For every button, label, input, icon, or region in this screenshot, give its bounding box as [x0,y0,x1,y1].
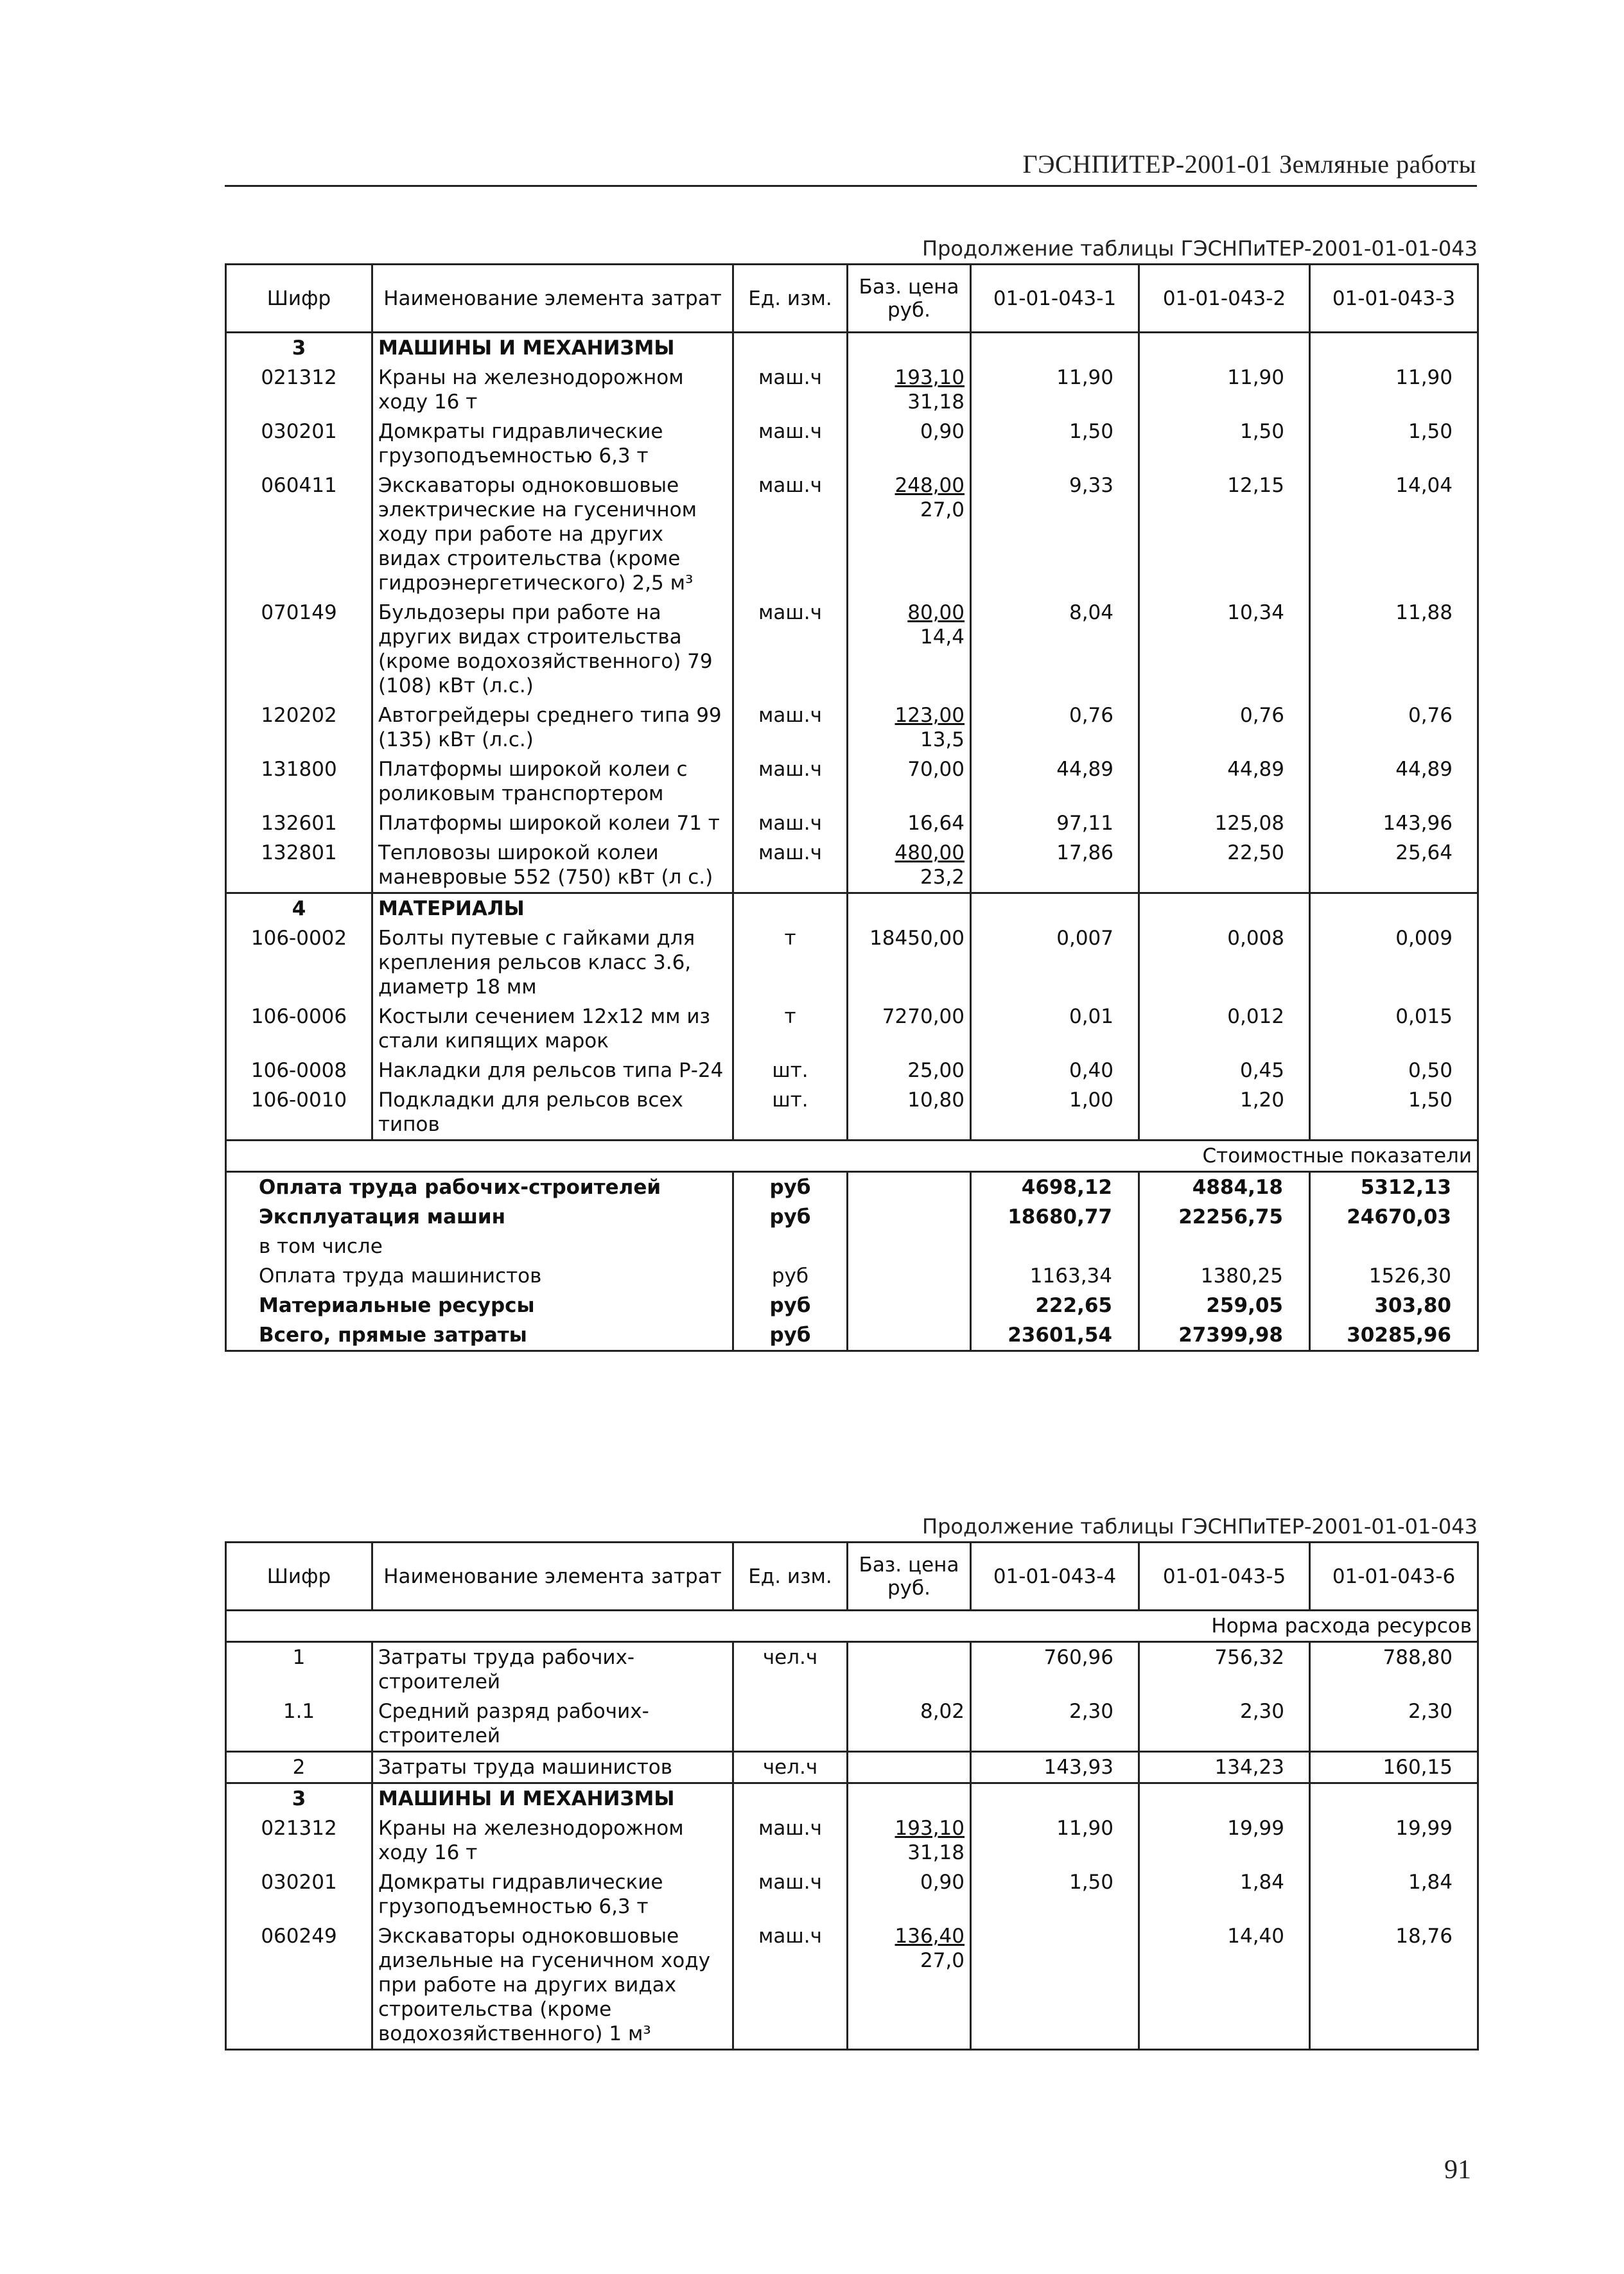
norm-value: 14,40 [1139,1921,1310,2050]
norm-value: 0,015 [1395,1005,1453,1028]
cost-heading: Стоимостные показатели [226,1141,1478,1172]
base-price: 16,64 [907,812,965,835]
resource-code: 021312 [261,366,337,389]
cost-unit: руб [733,1291,848,1320]
cell-value [1310,1783,1478,1814]
cost-value: 1526,30 [1368,1264,1451,1288]
norm-value: 0,76 [971,701,1139,755]
table-row [226,471,1478,598]
table-row [226,598,1478,701]
col-header: Ед. изм. [733,1543,848,1611]
table2-header-row [226,1543,1478,1611]
cost-row [226,1261,1478,1291]
resource-name: Тепловозы широкой колеи маневровые 552 (750) кВт (л с.) [372,838,733,893]
cell-value [971,893,1139,924]
cost-value [971,1232,1139,1261]
cost-value: 5312,13 [1360,1176,1451,1199]
table-row [226,809,1478,838]
base-price: 18450,00 [869,927,965,950]
cost-unit: руб [733,1320,848,1351]
table-row [226,1697,1478,1752]
norm-value: 2,30 [1139,1697,1310,1752]
norm-value: 125,08 [1139,809,1310,838]
norm-value: 134,23 [1139,1752,1310,1783]
norm-value: 1,50 [1408,1089,1453,1112]
table-row [226,363,1478,417]
norm-value: 0,01 [971,1002,1139,1056]
norm-value: 0,007 [971,923,1139,1002]
table-row [226,923,1478,1002]
resource-price [848,1642,971,1697]
norm-heading: Норма расхода ресурсов [226,1611,1478,1642]
norm-value: 18,76 [1395,1925,1453,1948]
cost-value [1139,1232,1310,1261]
machinist-wage: 14,4 [920,625,965,649]
norm-value: 1,84 [1408,1871,1453,1894]
resource-code: 120202 [261,704,337,727]
norm-value: 1,50 [971,1867,1139,1921]
col-header: 01-01-043-3 [1310,265,1478,333]
norm-value: 0,50 [1408,1059,1453,1082]
resource-code: 106-0010 [250,1089,347,1112]
col-header: 01-01-043-2 [1139,265,1310,333]
resource-name: Краны на железнодорожном ходу 16 т [372,1814,733,1867]
col-header: 01-01-043-5 [1139,1543,1310,1611]
resource-price [848,363,971,417]
resource-code: 060411 [261,474,337,497]
norm-value: 11,90 [1395,366,1453,389]
resource-unit: т [733,923,848,1002]
norm-value: 11,90 [971,1814,1139,1867]
resource-name: Бульдозеры при работе на других видах строительства (кроме водохозяйственного) 79 (108) кВт (л.с.) [372,598,733,701]
resource-unit: чел.ч [733,1642,848,1697]
resource-price [848,1814,971,1867]
norm-value: 9,33 [971,471,1139,598]
page-number: 91 [1444,2155,1471,2185]
col-header: Баз. цена руб. [848,265,971,333]
norm-value [971,1921,1139,2050]
resource-unit: маш.ч [733,1921,848,2050]
cell-value [971,1783,1139,1814]
norm-value: 2,30 [971,1697,1139,1752]
resource-unit: маш.ч [733,363,848,417]
table-row [226,755,1478,809]
cost-value: 1380,25 [1139,1261,1310,1291]
norm-value: 11,88 [1395,601,1453,624]
table-row [226,1085,1478,1141]
table-row [226,1921,1478,2050]
resource-code: 030201 [261,1871,337,1894]
norm-value: 2,30 [1408,1700,1453,1723]
cost-unit: руб [733,1261,848,1291]
cost-empty [848,1291,971,1320]
resource-price [848,417,971,471]
norm-value: 11,90 [1139,363,1310,417]
resource-code: 132601 [261,812,337,835]
resource-name: Болты путевые с гайками для крепления рельсов класс 3.6, диаметр 18 мм [372,923,733,1002]
resource-name: Затраты труда машинистов [372,1752,733,1783]
norm-value: 0,76 [1408,704,1453,727]
norm-value: 19,99 [1139,1814,1310,1867]
cell-price [848,333,971,363]
resource-code: 132801 [261,841,337,864]
section-number: 3 [226,333,372,363]
resource-price [848,701,971,755]
resource-code: 106-0008 [250,1059,347,1082]
resource-price [848,1921,971,2050]
base-price: 193,10 [895,1817,965,1840]
resource-price [848,1002,971,1056]
resource-unit: маш.ч [733,838,848,893]
cost-value: 303,80 [1374,1294,1451,1317]
cost-label: Оплата труда машинистов [259,1264,542,1288]
machinist-wage: 27,0 [920,498,965,521]
norm-value: 143,96 [1383,812,1453,835]
resource-name: Автогрейдеры среднего типа 99 (135) кВт (л.с.) [372,701,733,755]
base-price: 80,00 [907,601,965,624]
resource-unit: шт. [733,1085,848,1141]
norm-value: 1,84 [1139,1867,1310,1921]
norm-value: 1,50 [971,417,1139,471]
cost-empty [848,1232,971,1261]
col-header: Шифр [226,265,372,333]
cost-value: 30285,96 [1347,1324,1451,1347]
base-price: 0,90 [920,420,965,443]
cost-value: 22256,75 [1139,1202,1310,1232]
machinist-wage: 27,0 [920,1949,965,1972]
cell-value [1139,333,1310,363]
col-header: Баз. цена руб. [848,1543,971,1611]
resource-name: Экскаваторы одноковшовые электрические на гусеничном ходу при работе на других видах строительства (кроме гидроэнергетического) 2,5 м³ [372,471,733,598]
resource-unit: т [733,1002,848,1056]
resource-name: Затраты труда рабочих-строителей [372,1642,733,1697]
col-header: Шифр [226,1543,372,1611]
section-title: МАШИНЫ И МЕХАНИЗМЫ [372,333,733,363]
machinist-wage: 23,2 [920,866,965,889]
norm-value: 0,008 [1139,923,1310,1002]
norm-value: 12,15 [1139,471,1310,598]
col-header: 01-01-043-6 [1310,1543,1478,1611]
machinist-wage: 13,5 [920,728,965,751]
section-number: 3 [226,1783,372,1814]
norm-value: 160,15 [1310,1752,1478,1783]
section-row [226,893,1478,924]
resource-price [848,471,971,598]
resource-name: Накладки для рельсов типа Р-24 [372,1056,733,1085]
norm-value: 0,45 [1139,1056,1310,1085]
cell-value [1310,893,1478,924]
resource-unit: маш.ч [733,1867,848,1921]
base-price: 480,00 [895,841,965,864]
cell-value [1139,893,1310,924]
base-price: 70,00 [907,758,965,781]
norm-value: 1,50 [1139,417,1310,471]
resource-unit: маш.ч [733,809,848,838]
col-header: 01-01-043-4 [971,1543,1139,1611]
cell-price [848,1783,971,1814]
resource-table-2 [225,1541,1479,2051]
base-price: 123,00 [895,704,965,727]
norm-value: 788,80 [1310,1642,1478,1697]
machinist-wage: 31,18 [907,390,965,414]
resource-table-1 [225,263,1479,1352]
cost-value: 4884,18 [1139,1172,1310,1203]
resource-price [848,1697,971,1752]
resource-code: 021312 [261,1817,337,1840]
resource-price [848,923,971,1002]
norm-value: 19,99 [1395,1817,1453,1840]
cost-label: Всего, прямые затраты [259,1324,527,1347]
norm-heading-row [226,1611,1478,1642]
cost-value: 222,65 [971,1291,1139,1320]
norm-value: 1,50 [1408,420,1453,443]
cost-value: 23601,54 [971,1320,1139,1351]
base-price: 136,40 [895,1925,965,1948]
cost-empty [848,1261,971,1291]
header-rule [225,185,1477,187]
cost-label: Оплата труда рабочих-строителей [259,1176,661,1199]
cost-value: 24670,03 [1347,1205,1451,1229]
norm-value: 25,64 [1395,841,1453,864]
norm-value: 760,96 [971,1642,1139,1697]
resource-code: 106-0002 [250,927,347,950]
base-price: 25,00 [907,1059,965,1082]
norm-value: 44,89 [1395,758,1453,781]
norm-value: 14,04 [1395,474,1453,497]
resource-code: 106-0006 [250,1005,347,1028]
cost-value: 259,05 [1139,1291,1310,1320]
resource-code: 070149 [261,601,337,624]
resource-name: Домкраты гидравлические грузоподъемностью 6,3 т [372,417,733,471]
cost-value: 18680,77 [971,1202,1139,1232]
resource-name: Краны на железнодорожном ходу 16 т [372,363,733,417]
cost-row [226,1320,1478,1351]
table-row [226,838,1478,893]
cost-unit [733,1232,848,1261]
resource-price [848,809,971,838]
running-header: ГЭСНПИТЕР-2001-01 Земляные работы [1022,150,1476,179]
resource-code: 030201 [261,420,337,443]
cost-empty [848,1320,971,1351]
col-header: Наименование элемента затрат [372,265,733,333]
resource-name: Домкраты гидравлические грузоподъемностью 6,3 т [372,1867,733,1921]
cost-value: 4698,12 [971,1172,1139,1203]
cost-row [226,1232,1478,1261]
resource-price [848,838,971,893]
norm-value: 143,93 [971,1752,1139,1783]
cost-label: Материальные ресурсы [259,1294,535,1317]
cell-price [848,893,971,924]
base-price: 8,02 [920,1700,965,1723]
cost-heading-row [226,1141,1478,1172]
cell-unit [733,333,848,363]
resource-unit: маш.ч [733,471,848,598]
resource-unit [733,1697,848,1752]
base-price: 0,90 [920,1871,965,1894]
cell-unit [733,893,848,924]
norm-value: 1,20 [1139,1085,1310,1141]
resource-price [848,1867,971,1921]
resource-code: 060249 [261,1925,337,1948]
resource-name: Экскаваторы одноковшовые дизельные на гусеничном ходу при работе на других видах строительства (кроме водохозяйственного) 1 м³ [372,1921,733,2050]
resource-unit: маш.ч [733,417,848,471]
base-price: 10,80 [907,1089,965,1112]
resource-unit: маш.ч [733,1814,848,1867]
table-row [226,701,1478,755]
norm-value: 44,89 [1139,755,1310,809]
cell-value [1139,1783,1310,1814]
col-header: Ед. изм. [733,265,848,333]
resource-unit: чел.ч [733,1752,848,1783]
resource-price [848,1085,971,1141]
cell-value [971,333,1139,363]
norm-value: 8,04 [971,598,1139,701]
cell-value [1310,333,1478,363]
resource-name: Платформы широкой колеи с роликовым транспортером [372,755,733,809]
resource-code: 1 [226,1642,372,1697]
cost-value: 1163,34 [971,1261,1139,1291]
table-row [226,417,1478,471]
cell-unit [733,1783,848,1814]
table-row [226,1814,1478,1867]
table-row [226,1642,1478,1697]
resource-price [848,598,971,701]
cost-row [226,1202,1478,1232]
cost-unit: руб [733,1172,848,1203]
cost-value: 27399,98 [1139,1320,1310,1351]
cost-row [226,1291,1478,1320]
resource-code: 2 [226,1752,372,1783]
cost-label: в том числе [259,1235,383,1258]
section-title: МАШИНЫ И МЕХАНИЗМЫ [372,1783,733,1814]
table2-caption: Продолжение таблицы ГЭСНПиТЕР-2001-01-01-043 [922,1514,1478,1539]
resource-price [848,755,971,809]
resource-name: Средний разряд рабочих-строителей [372,1697,733,1752]
resource-unit: маш.ч [733,755,848,809]
table1-caption: Продолжение таблицы ГЭСНПиТЕР-2001-01-01-043 [922,236,1478,261]
col-header: Наименование элемента затрат [372,1543,733,1611]
norm-value: 0,012 [1139,1002,1310,1056]
norm-value: 11,90 [971,363,1139,417]
norm-value: 22,50 [1139,838,1310,893]
norm-value: 0,76 [1139,701,1310,755]
norm-value: 0,009 [1395,927,1453,950]
section-row [226,1783,1478,1814]
base-price: 248,00 [895,474,965,497]
cost-unit: руб [733,1202,848,1232]
resource-name: Костыли сечением 12х12 мм из стали кипящих марок [372,1002,733,1056]
section-title: МАТЕРИАЛЫ [372,893,733,924]
table-row [226,1002,1478,1056]
resource-unit: маш.ч [733,701,848,755]
resource-unit: шт. [733,1056,848,1085]
resource-price [848,1056,971,1085]
resource-name: Платформы широкой колеи 71 т [372,809,733,838]
norm-value: 10,34 [1139,598,1310,701]
table1-header-row [226,265,1478,333]
norm-value: 17,86 [971,838,1139,893]
resource-unit: маш.ч [733,598,848,701]
resource-price [848,1752,971,1783]
table-row [226,1752,1478,1783]
section-row [226,333,1478,363]
norm-value: 97,11 [971,809,1139,838]
cost-empty [848,1202,971,1232]
section-number: 4 [226,893,372,924]
table-row [226,1867,1478,1921]
base-price: 193,10 [895,366,965,389]
cost-empty [848,1172,971,1203]
cost-label: Эксплуатация машин [259,1205,506,1229]
base-price: 7270,00 [882,1005,965,1028]
cost-row [226,1172,1478,1203]
cost-value [1310,1232,1478,1261]
norm-value: 1,00 [971,1085,1139,1141]
table-row [226,1056,1478,1085]
machinist-wage: 31,18 [907,1841,965,1864]
norm-value: 44,89 [971,755,1139,809]
norm-value: 756,32 [1139,1642,1310,1697]
resource-code: 1.1 [283,1700,315,1723]
resource-name: Подкладки для рельсов всех типов [372,1085,733,1141]
col-header: 01-01-043-1 [971,265,1139,333]
norm-value: 0,40 [971,1056,1139,1085]
resource-code: 131800 [261,758,337,781]
